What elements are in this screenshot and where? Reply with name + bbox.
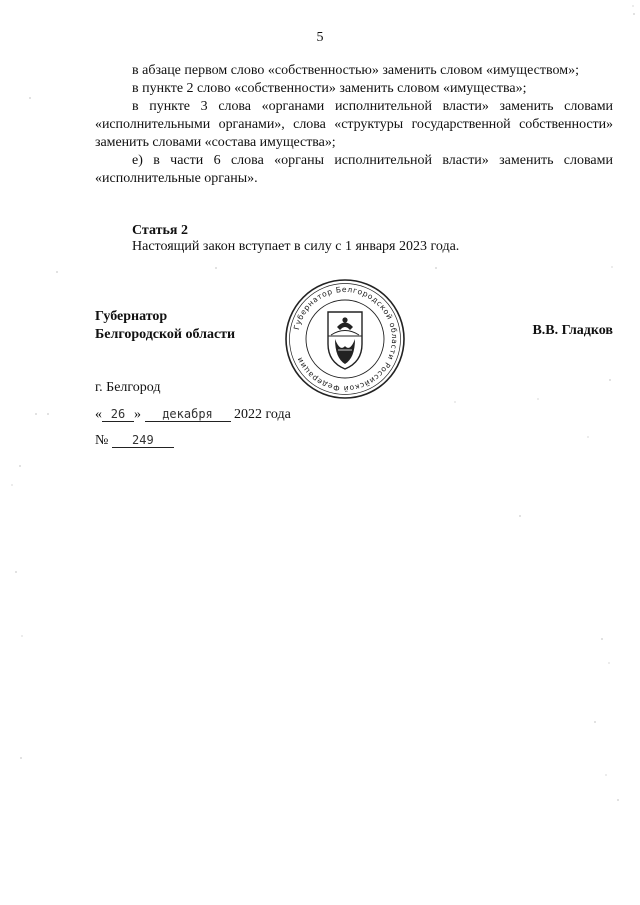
paragraph-3: в пункте 3 слова «органами исполнительной власти» заменить словами «исполнительными органами», слова «структуры государственной собственности» заменить словами «состава имущества»; (95, 99, 613, 150)
paragraph-1: в абзаце первом слово «собственностью» заменить словом «имуществом»; (132, 63, 579, 78)
signatory-position-line-2: Белгородской области (95, 327, 236, 342)
paragraph-2: в пункте 2 слово «собственности» заменить словом «имущества»; (132, 81, 527, 96)
signatory-position-line-1: Губернатор (95, 309, 168, 324)
article-2-text: Настоящий закон вступает в силу с 1 января 2023 года. (132, 239, 460, 254)
date-month: декабря (145, 408, 231, 422)
number-label: № (95, 433, 109, 448)
page-number: 5 (316, 30, 324, 45)
document-number: 249 (112, 434, 174, 448)
article-2-title: Статья 2 (132, 223, 188, 238)
seal-ring-text: Губернатор Белгородской области Российской Федерации (291, 284, 400, 394)
paragraph-4: е) в части 6 слова «органы исполнительной власти» заменить словами «исполнительные органы». (95, 153, 613, 186)
date-open-quote: « (95, 407, 102, 422)
place-of-signing: г. Белгород (95, 380, 161, 395)
date-close-quote: » (134, 407, 141, 422)
date-year: 2022 года (234, 407, 291, 422)
date-day: 26 (102, 408, 134, 422)
signer-name: В.В. Гладков (532, 323, 613, 338)
